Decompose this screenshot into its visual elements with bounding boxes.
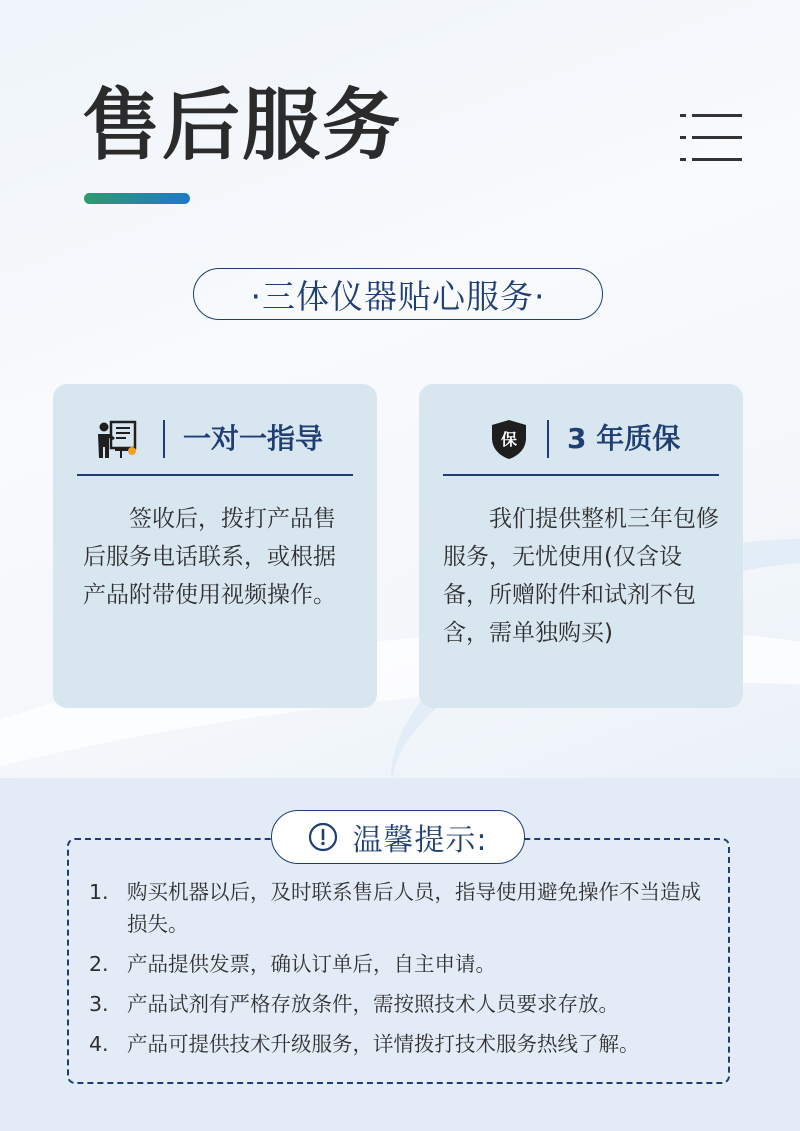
card-header: [53, 416, 377, 464]
warranty-shield-icon: [489, 418, 529, 460]
tips-section: [0, 778, 800, 1131]
page-title: 售后服务: [82, 80, 403, 171]
card-title: 3 年质保: [567, 422, 681, 455]
card-title: 一对一指导: [183, 422, 324, 455]
tips-list: [89, 876, 719, 1068]
tips-box: [67, 838, 730, 1084]
list-item: 3. 产品试剂有严格存放条件，需按照技术人员要求存放。: [89, 992, 619, 1016]
list-item: 2. 产品提供发票，确认订单后，自主申请。: [89, 952, 496, 976]
title-underline: [84, 193, 190, 204]
list-item: 4. 产品可提供技术升级服务，详情拨打技术服务热线了解。: [89, 1032, 640, 1056]
card-body: 我们提供整机三年包修服务，无忧使用(仅含设备，所赠附件和试剂不包含，需单独购买): [443, 506, 719, 646]
service-card-guidance: [53, 384, 377, 708]
service-card-warranty: [419, 384, 743, 708]
menu-icon[interactable]: [680, 114, 742, 164]
subtitle-pill: ·三体仪器贴心服务·: [193, 268, 603, 320]
tips-title: 温馨提示:: [352, 823, 488, 858]
card-header: [419, 416, 743, 464]
exclamation-circle-icon: [308, 822, 338, 852]
teacher-board-icon: [97, 418, 137, 460]
card-separator: [163, 420, 165, 458]
card-body: 签收后，拨打产品售后服务电话联系，或根据产品附带使用视频操作。: [83, 506, 336, 608]
card-divider: [443, 474, 719, 476]
svg-text:保: 保: [500, 430, 518, 449]
list-item: 1. 购买机器以后，及时联系售后人员，指导使用避免操作不当造成损失。: [89, 880, 701, 936]
card-divider: [77, 474, 353, 476]
card-separator: [547, 420, 549, 458]
tips-header-pill: [271, 810, 525, 864]
